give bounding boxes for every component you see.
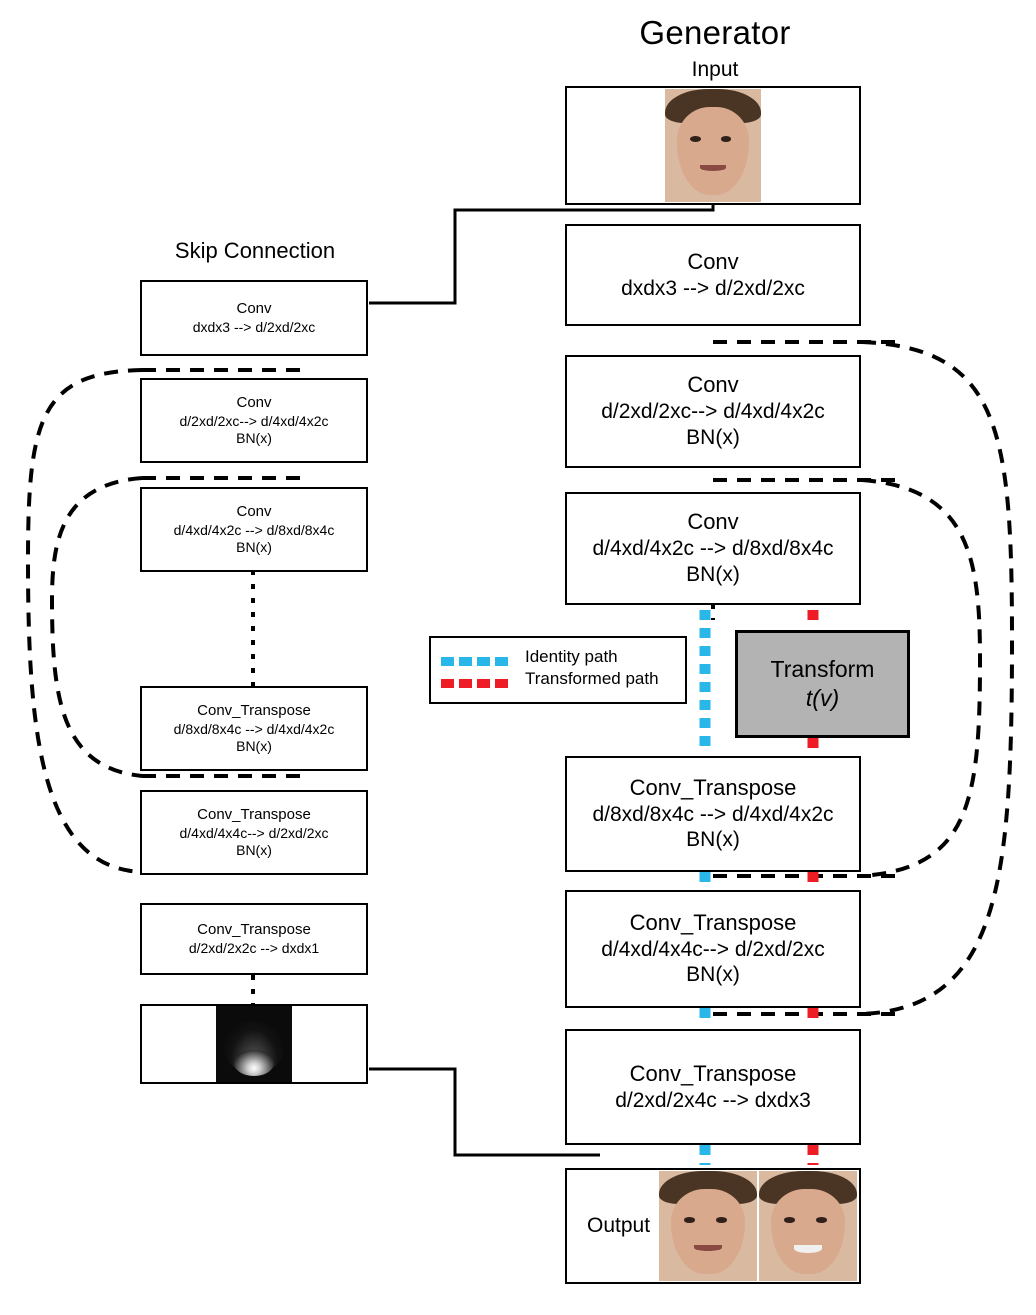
skip-conv-3-line1: Conv [236,503,272,521]
skip-conv-transpose-1-line3: BN(x) [236,737,272,754]
transform-box[interactable] [735,630,910,738]
input-label: Input [691,58,739,81]
skip-loop-inner-left [52,478,142,776]
conv-transpose-2-line2: d/4xd/4x4c--> d/2xd/2xc [601,937,825,961]
skip-conv-transpose-1-line1: Conv_Transpose [197,702,311,720]
skip-conv-2-line2: d/2xd/2xc--> d/4xd/4x2c [179,412,329,429]
transformed-path-swatch [441,675,515,684]
conv-3-line1: Conv [687,509,739,535]
conv-transpose-3-box[interactable] [565,1029,861,1145]
conv-2-line2: d/2xd/2xc--> d/4xd/4x2c [601,400,825,424]
skip-conv-transpose-2-box[interactable] [140,790,368,875]
legend [429,636,687,704]
skip-conv-2-line3: BN(x) [236,429,272,446]
output-face-image-2 [759,1171,857,1281]
page-title: Generator [639,14,791,51]
conv-transpose-2-line3: BN(x) [686,963,740,987]
skip-conv-1-line2: dxdx3 --> d/2xd/2xc [192,318,316,335]
attention-heatmap-image [216,1006,292,1082]
conv-transpose-2-box[interactable] [565,890,861,1008]
legend-label-transformed: Transformed path [525,669,659,688]
transform-line1: Transform [770,656,875,683]
output-label: Output [587,1214,651,1237]
conv-2-box[interactable] [565,355,861,468]
skip-conv-transpose-1-line2: d/8xd/8x4c --> d/4xd/4x2c [173,720,335,737]
legend-label-identity: Identity path [525,647,618,666]
conv-1-box[interactable] [565,224,861,326]
skip-output-heatmap-box [140,1004,368,1084]
skip-loop-outer-left [28,370,142,872]
conv-3-line2: d/4xd/4x2c --> d/8xd/8x4c [592,537,834,561]
skip-conv-transpose-1-box[interactable] [140,686,368,771]
skip-conv-transpose-2-line2: d/4xd/4x4c--> d/2xd/2xc [179,824,329,841]
conv-1-line2: dxdx3 --> d/2xd/2xc [621,276,805,300]
conv-transpose-3-line1: Conv_Transpose [629,1060,797,1086]
skip-conv-2-box[interactable] [140,378,368,463]
conv-2-line3: BN(x) [686,425,740,449]
skip-conv-transpose-3-box[interactable] [140,903,368,975]
conv-transpose-1-line2: d/8xd/8x4c --> d/4xd/4x2c [592,802,834,826]
skip-conv-transpose-2-line3: BN(x) [236,841,272,858]
conv-transpose-1-box[interactable] [565,756,861,872]
legend-item-identity [441,647,675,667]
input-face-image [665,89,761,202]
skip-conv-1-line1: Conv [236,300,272,318]
conv-transpose-1-line3: BN(x) [686,828,740,852]
skip-conv-2-line1: Conv [236,394,272,412]
skip-connection-title: Skip Connection [174,238,336,263]
conv-transpose-1-line1: Conv_Transpose [629,774,797,800]
skip-conv-3-box[interactable] [140,487,368,572]
skip-conv-3-line2: d/4xd/4x2c --> d/8xd/8x4c [173,521,335,538]
output-image-box [565,1168,861,1284]
legend-item-transformed [441,669,675,689]
conv-transpose-3-line2: d/2xd/2x4c --> dxdx3 [615,1088,811,1112]
conv-2-line1: Conv [687,372,739,398]
skip-conv-transpose-3-line1: Conv_Transpose [197,921,311,939]
input-image-box [565,86,861,205]
identity-path-swatch [441,653,515,662]
skip-conv-transpose-2-line1: Conv_Transpose [197,806,311,824]
conv-1-line1: Conv [687,248,739,274]
output-face-image-1 [659,1171,757,1281]
conv-transpose-2-line1: Conv_Transpose [629,909,797,935]
skip-conv-1-box[interactable] [140,280,368,356]
transform-line2: t(v) [805,685,840,711]
conv-3-box[interactable] [565,492,861,605]
skip-conv-transpose-3-line2: d/2xd/2x2c --> dxdx1 [188,939,320,956]
skip-conv-3-line3: BN(x) [236,538,272,555]
conv-3-line3: BN(x) [686,562,740,586]
